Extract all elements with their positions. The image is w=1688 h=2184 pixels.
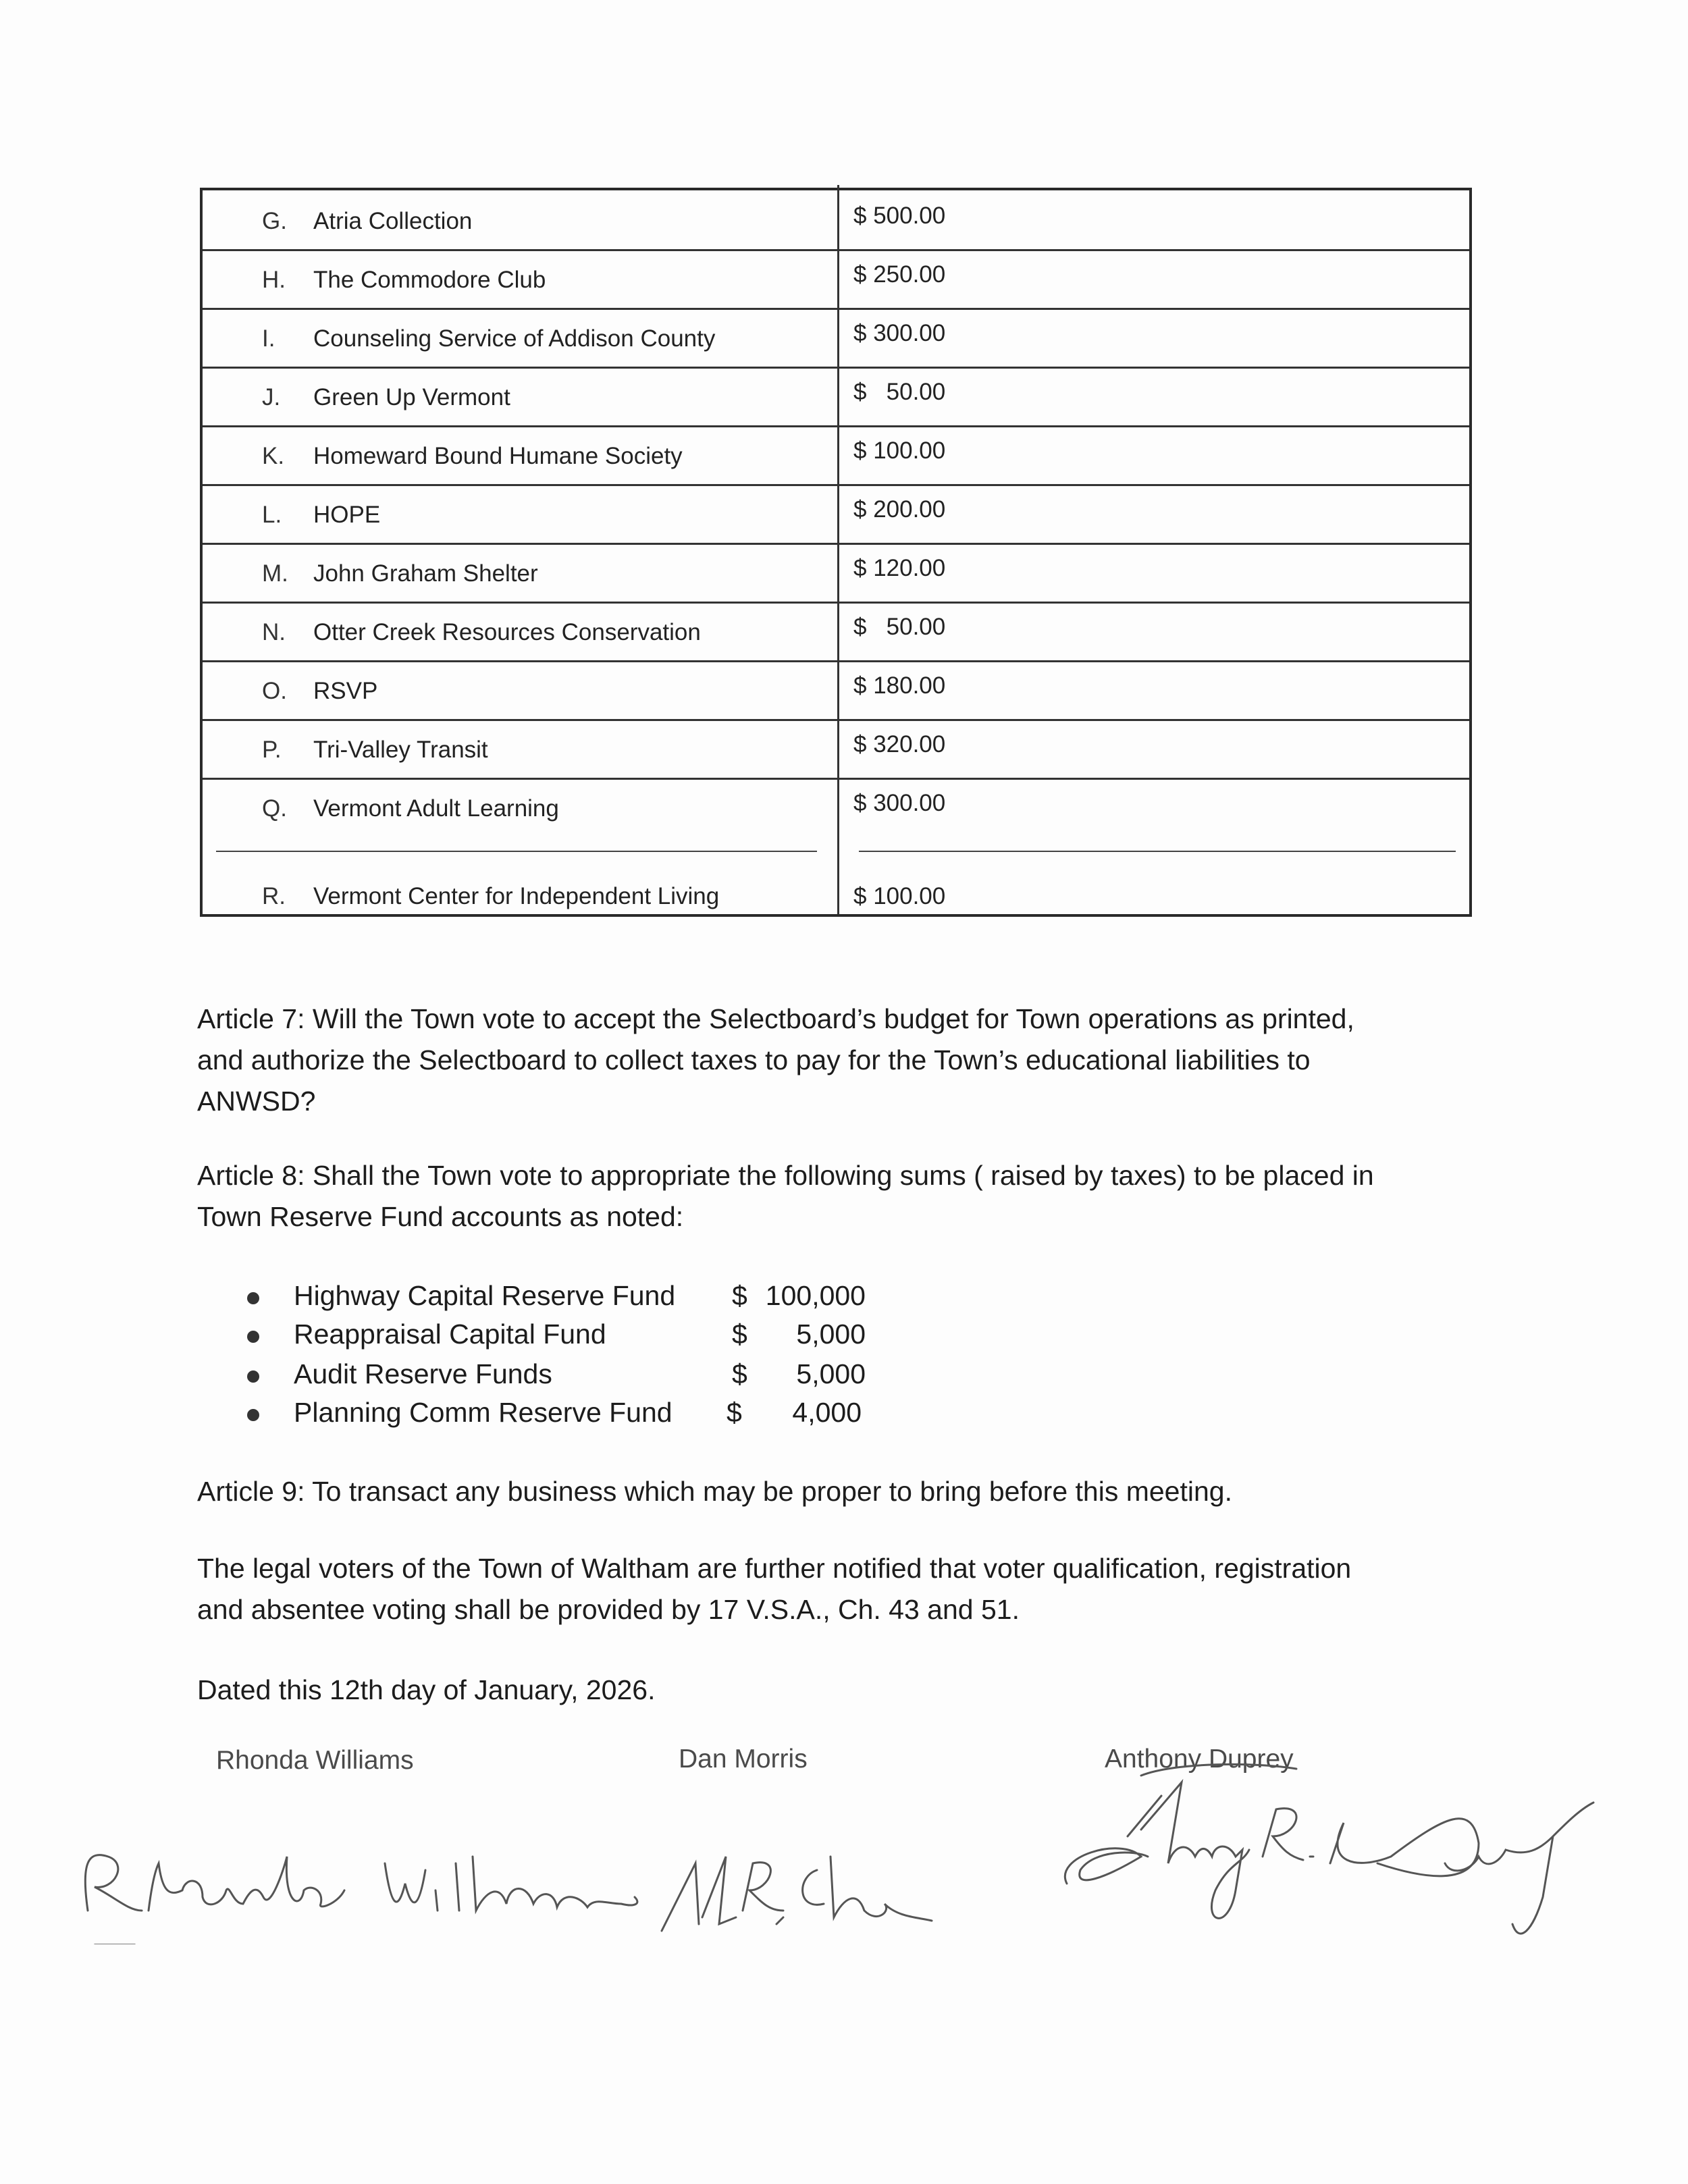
signer-name-3: Anthony Duprey [1105, 1744, 1294, 1774]
amount: $ 50.00 [853, 379, 946, 405]
signature-rhonda-williams [68, 1809, 959, 1944]
row-letter: Q. [262, 795, 287, 822]
fund-currency: $ [732, 1280, 747, 1311]
organization-name: Homeward Bound Humane Society [313, 443, 683, 469]
signer-name-2: Dan Morris [679, 1744, 808, 1774]
row-letter: L. [262, 502, 282, 528]
organization-name: Green Up Vermont [313, 384, 510, 410]
legal-line-1: The legal voters of the Town of Waltham are further notified that voter qualification, registration [197, 1553, 1352, 1584]
fund-name: Planning Comm Reserve Fund [294, 1397, 672, 1428]
fund-currency: $ [727, 1397, 742, 1428]
row-letter: J. [262, 384, 281, 410]
row-letter: I. [262, 325, 275, 352]
article-9: Article 9: To transact any business which may be proper to bring before this meeting. [197, 1476, 1232, 1507]
bullet-icon [247, 1292, 259, 1304]
fund-currency: $ [732, 1358, 747, 1389]
fund-name: Reappraisal Capital Fund [294, 1319, 606, 1350]
amount: $ 250.00 [853, 261, 946, 288]
amount: $ 500.00 [853, 203, 946, 229]
amount: $ 300.00 [853, 790, 946, 816]
table-row [203, 367, 1469, 427]
table-row [203, 719, 1469, 780]
amount: $ 120.00 [853, 555, 946, 581]
row-letter: O. [262, 678, 287, 704]
article-8-line-2: Town Reserve Fund accounts as noted: [197, 1201, 684, 1232]
fund-amount: 5,000 [796, 1358, 866, 1389]
organization-name: The Commodore Club [313, 267, 546, 293]
fund-currency: $ [732, 1319, 747, 1350]
row-letter: M. [262, 560, 288, 587]
amount: $ 100.00 [853, 437, 946, 464]
amount: $ 320.00 [853, 731, 946, 757]
legal-line-2: and absentee voting shall be provided by 17 V.S.A., Ch. 43 and 51. [197, 1594, 1020, 1625]
bullet-icon [247, 1331, 259, 1343]
amount: $ 100.00 [853, 883, 946, 909]
table-row [203, 308, 1469, 369]
table-row [203, 484, 1469, 545]
row-separator-line [216, 851, 817, 852]
fund-amount: 4,000 [792, 1397, 862, 1428]
organization-name: HOPE [313, 502, 381, 528]
table-row [203, 602, 1469, 662]
organization-name: John Graham Shelter [313, 560, 538, 587]
amount: $ 50.00 [853, 614, 946, 640]
organization-name: Tri-Valley Transit [313, 737, 488, 763]
row-letter: P. [262, 737, 282, 763]
table-row [203, 660, 1469, 721]
amount: $ 300.00 [853, 320, 946, 346]
table-row [203, 543, 1469, 604]
organization-name: Atria Collection [313, 208, 473, 234]
fund-amount: 100,000 [765, 1280, 866, 1311]
bullet-icon [247, 1370, 259, 1383]
table-row [203, 778, 1469, 852]
organization-name: Vermont Center for Independent Living [313, 883, 720, 909]
table-row [203, 425, 1469, 486]
organization-name: Otter Creek Resources Conservation [313, 619, 701, 645]
row-letter: G. [262, 208, 287, 234]
fund-name: Audit Reserve Funds [294, 1358, 552, 1389]
article-8-line-1: Article 8: Shall the Town vote to appropriate the following sums ( raised by taxes) to be placed in [197, 1160, 1374, 1191]
fund-name: Highway Capital Reserve Fund [294, 1280, 676, 1311]
table-row [203, 856, 1469, 921]
amount: $ 180.00 [853, 672, 946, 699]
article-7-line-1: Article 7: Will the Town vote to accept the Selectboard’s budget for Town operations as printed, [197, 1003, 1354, 1034]
organization-name: RSVP [313, 678, 378, 704]
row-letter: K. [262, 443, 285, 469]
table-row [203, 249, 1469, 310]
amount: $ 200.00 [853, 496, 946, 523]
dated-line: Dated this 12th day of January, 2026. [197, 1674, 656, 1705]
signature-anthony-duprey [1040, 1755, 1607, 1958]
fund-amount: 5,000 [796, 1319, 866, 1350]
row-separator-line [859, 851, 1456, 852]
organization-name: Counseling Service of Addison County [313, 325, 716, 352]
appropriations-table [200, 188, 1472, 917]
article-7-line-2: and authorize the Selectboard to collect taxes to pay for the Town’s educational liabilities to [197, 1044, 1311, 1075]
table-row [203, 190, 1469, 251]
bullet-icon [247, 1409, 259, 1421]
row-letter: N. [262, 619, 286, 645]
article-7-line-3: ANWSD? [197, 1086, 316, 1117]
row-letter: R. [262, 883, 286, 909]
signer-name-1: Rhonda Williams [216, 1746, 414, 1775]
row-letter: H. [262, 267, 286, 293]
organization-name: Vermont Adult Learning [313, 795, 559, 822]
